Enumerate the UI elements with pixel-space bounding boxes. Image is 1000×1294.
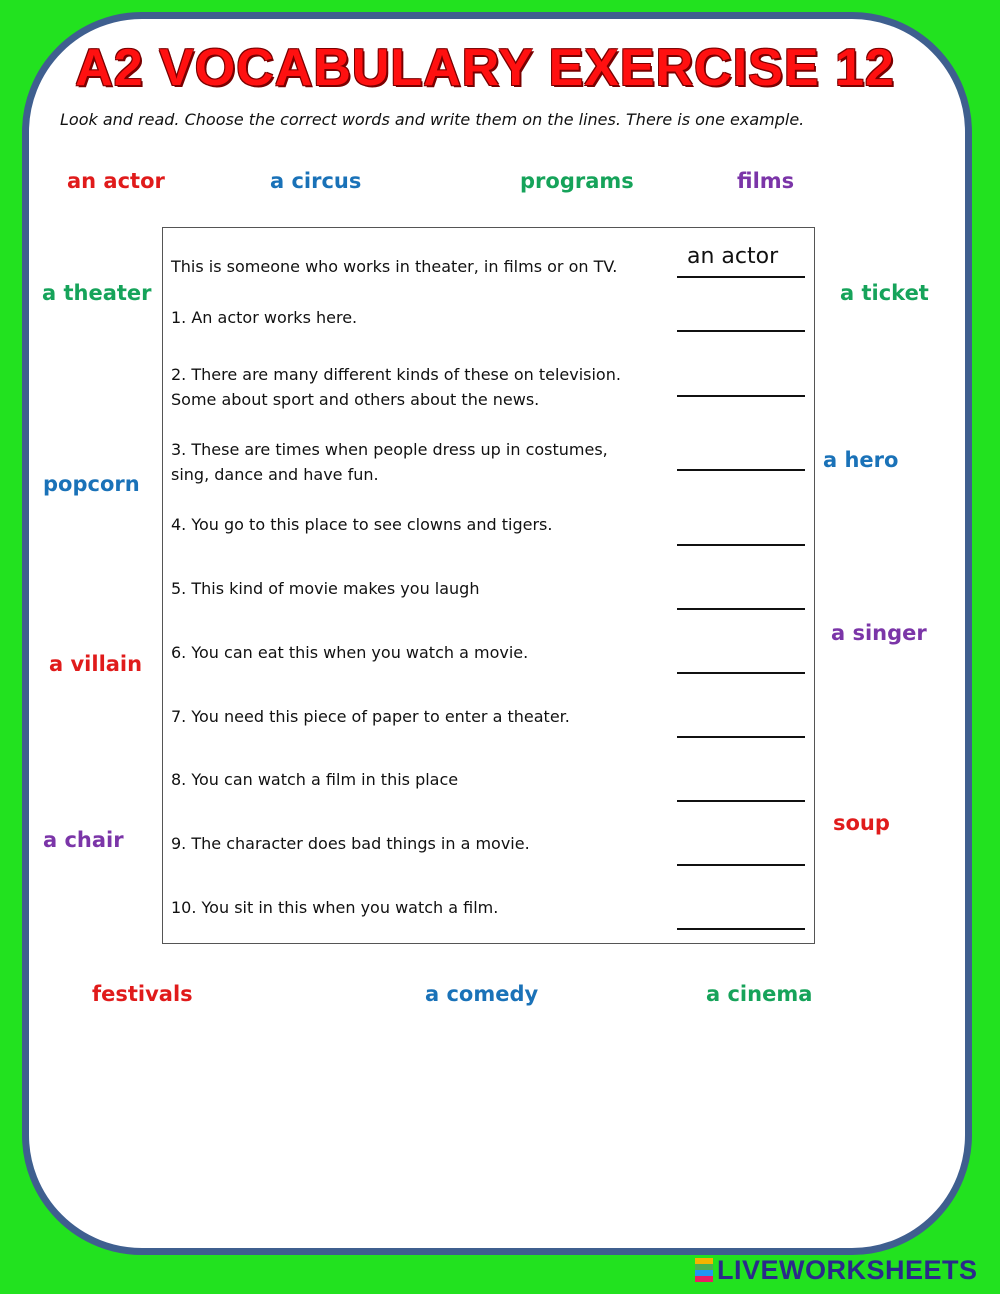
question-3-text-cont: sing, dance and have fun. [171,465,379,484]
answer-line-4[interactable] [677,544,805,546]
word-a-chair[interactable]: a chair [43,828,124,852]
answer-line-7[interactable] [677,736,805,738]
liveworksheets-logo-icon [695,1258,713,1282]
question-10-text: 10. You sit in this when you watch a film. [171,898,499,917]
word-a-circus[interactable]: a circus [270,169,362,193]
question-7-text: 7. You need this piece of paper to enter a theater. [171,707,570,726]
question-5 [171,576,661,601]
question-5-text: 5. This kind of movie makes you laugh [171,579,480,598]
question-4 [171,512,661,537]
word-an-actor[interactable]: an actor [67,169,165,193]
question-3 [171,437,661,487]
question-8-text: 8. You can watch a film in this place [171,770,459,789]
word-festivals[interactable]: festivals [92,982,193,1006]
question-1 [171,305,661,330]
liveworksheets-brand [695,1255,978,1285]
answer-line-8[interactable] [677,800,805,802]
question-2-text-cont: Some about sport and others about the news. [171,390,540,409]
question-4-text: 4. You go to this place to see clowns and tigers. [171,515,553,534]
answer-line-9[interactable] [677,864,805,866]
question-2-text: 2. There are many different kinds of these on television. [171,365,621,384]
word-a-cinema[interactable]: a cinema [706,982,813,1006]
word-a-hero[interactable]: a hero [823,448,899,472]
word-a-ticket[interactable]: a ticket [840,281,929,305]
question-2 [171,362,661,412]
question-9-text: 9. The character does bad things in a movie. [171,834,530,853]
example-answer: an actor [687,244,779,269]
word-soup[interactable]: soup [833,811,890,835]
answer-line-10[interactable] [677,928,805,930]
answer-line-3[interactable] [677,469,805,471]
question-1-text: 1. An actor works here. [171,308,358,327]
instructions: Look and read. Choose the correct words and write them on the lines. There is one example. [60,110,805,129]
example-question: This is someone who works in theater, in films or on TV. [171,257,618,276]
word-a-villain[interactable]: a villain [49,652,143,676]
question-6 [171,640,661,665]
question-10 [171,895,661,920]
word-popcorn[interactable]: popcorn [43,472,140,496]
brand-text: LIVEWORKSHEETS [717,1254,978,1285]
word-films[interactable]: films [737,169,795,193]
question-9 [171,831,661,856]
question-8 [171,767,661,792]
word-a-theater[interactable]: a theater [42,281,152,305]
page-title: A2 VOCABULARY EXERCISE 12 [75,39,895,97]
question-7 [171,704,661,729]
question-3-text: 3. These are times when people dress up in costumes, [171,440,608,459]
word-programs[interactable]: programs [520,169,634,193]
answer-line-1[interactable] [677,330,805,332]
word-a-singer[interactable]: a singer [831,621,927,645]
answer-line-2[interactable] [677,395,805,397]
answer-line-5[interactable] [677,608,805,610]
question-6-text: 6. You can eat this when you watch a movie. [171,643,529,662]
word-a-comedy[interactable]: a comedy [425,982,539,1006]
example-answer-line [677,276,805,278]
answer-line-6[interactable] [677,672,805,674]
